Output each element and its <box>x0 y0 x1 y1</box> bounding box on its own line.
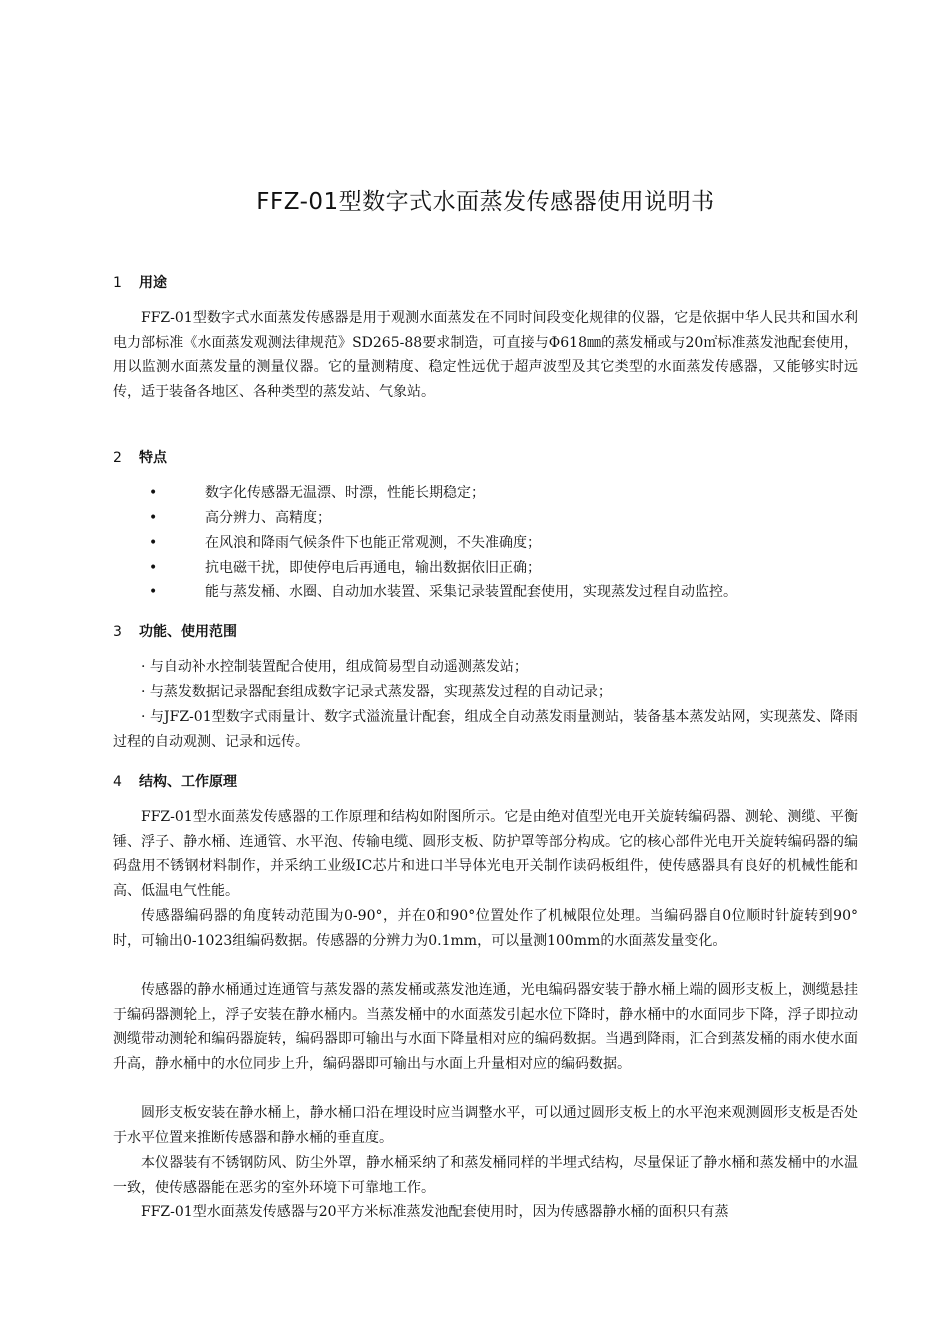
principle-paragraph: FFZ-01型水面蒸发传感器的工作原理和结构如附图所示。它是由绝对值型光电开关旋转编码器、测轮、测缆、平衡锤、浮子、静水桶、连通管、水平泡、传输电缆、圆形支板、防护罩等部分构成。它的核心部件光电开关旋转编码器的编码盘用不锈钢材料制作，并采纳工业级IC芯片和进口半导体光电开关制作读码板组件，使传感器具有良好的机械性能和高、低温电气性能。 <box>113 809 858 899</box>
principle-paragraph: 本仪器装有不锈钢防风、防尘外罩，静水桶采纳了和蒸发桶同样的半埋式结构，尽量保证了静水桶和蒸发桶中的水温一致，使传感器能在恶劣的室外环境下可靠地工作。 <box>113 1155 858 1196</box>
section-number: 3 <box>113 624 122 640</box>
use-item: · 与JFZ-01型数字式雨量计、数字式溢流量计配套，组成全自动蒸发雨量测站，装备基本蒸发站网，实现蒸发、降雨过程的自动观测、记录和远传。 <box>113 709 858 750</box>
feature-item: • 数字化传感器无温漂、时漂，性能长期稳定； <box>149 481 485 506</box>
section-heading-purpose <box>113 272 167 292</box>
principle-paragraph: FFZ-01型水面蒸发传感器与20平方米标准蒸发池配套使用时，因为传感器静水桶的面积只有蒸 <box>141 1204 729 1220</box>
section-title: 功能、使用范围 <box>139 624 237 640</box>
section-title: 用途 <box>139 275 167 291</box>
section-heading-functions <box>113 621 237 641</box>
bullet-icon: • <box>149 535 158 551</box>
bullet-icon: • <box>149 510 158 526</box>
section-heading-structure <box>113 771 237 791</box>
section-number: 2 <box>113 450 122 466</box>
section-number: 4 <box>113 774 122 790</box>
section-number: 1 <box>113 275 122 291</box>
bullet-icon: • <box>149 584 158 600</box>
feature-item: • 抗电磁干扰，即使停电后再通电，输出数据依旧正确； <box>149 556 541 581</box>
purpose-paragraph: FFZ-01型数字式水面蒸发传感器是用于观测水面蒸发在不同时间段变化规律的仪器，它是依据中华人民共和国水利电力部标准《水面蒸发观测法律规范》SD265-88要求制造，可直接与Φ618㎜的蒸发桶或与20㎡标准蒸发池配套使用，用以监测水面蒸发量的测量仪器。它的量测精度、稳定性远优于超声波型及其它类型的水面蒸发传感器，又能够实时远传，适于装备各地区、各种类型的蒸发站、气象站。 <box>113 310 858 400</box>
feature-item: • 高分辨力、高精度； <box>149 506 331 531</box>
feature-item: • 在风浪和降雨气候条件下也能正常观测，不失准确度； <box>149 531 541 556</box>
feature-item: • 能与蒸发桶、水圈、自动加水装置、采集记录装置配套使用，实现蒸发过程自动监控。 <box>149 580 737 605</box>
bullet-icon: • <box>149 560 158 576</box>
principle-paragraph: 传感器的静水桶通过连通管与蒸发器的蒸发桶或蒸发池连通，光电编码器安装于静水桶上端的圆形支板上，测缆悬挂于编码器测轮上，浮子安装在静水桶内。当蒸发桶中的水面蒸发引起水位下降时，静水桶中的水面同步下降，浮子即拉动测缆带动测轮和编码器旋转，编码器即可输出与水面下降量相对应的编码数据。当遇到降雨，汇合到蒸发桶的雨水使水面升高，静水桶中的水位同步上升，编码器即可输出与水面上升量相对应的编码数据。 <box>113 982 858 1072</box>
use-item: · 与自动补水控制装置配合使用，组成简易型自动遥测蒸发站； <box>141 659 528 675</box>
use-item: · 与蒸发数据记录器配套组成数字记录式蒸发器，实现蒸发过程的自动记录； <box>141 684 612 700</box>
principle-paragraph: 圆形支板安装在静水桶上，静水桶口沿在埋设时应当调整水平，可以通过圆形支板上的水平泡来观测圆形支板是否处于水平位置来推断传感器和静水桶的垂直度。 <box>113 1105 858 1146</box>
section-title: 特点 <box>139 450 167 466</box>
section-heading-features <box>113 447 167 467</box>
principle-paragraph: 传感器编码器的角度转动范围为0-90°，并在0和90°位置处作了机械限位处理。当编码器自0位顺时针旋转到90°时，可输出0-1023组编码数据。传感器的分辨力为0.1mm，可以量测100mm的水面蒸发量变化。 <box>113 908 858 949</box>
section-title: 结构、工作原理 <box>139 774 237 790</box>
bullet-icon: • <box>149 485 158 501</box>
document-title: FFZ-01型数字式水面蒸发传感器使用说明书 <box>256 189 715 215</box>
